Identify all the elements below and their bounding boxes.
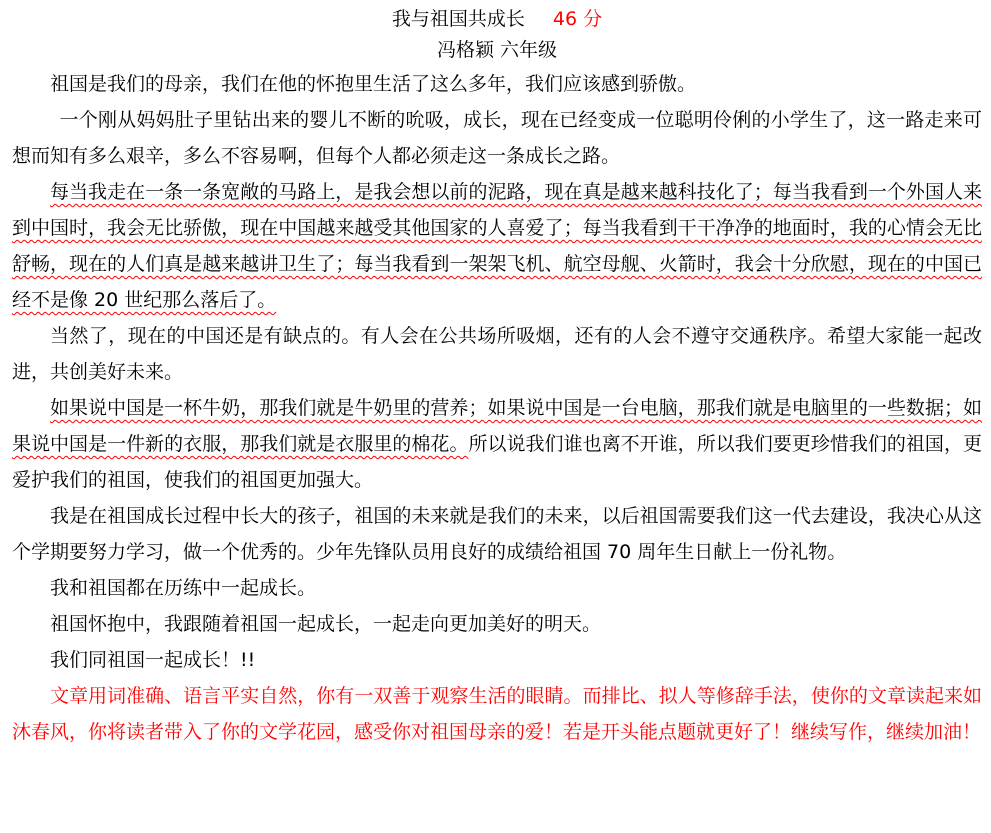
paragraph-intro: 祖国是我们的母亲，我们在他的怀抱里生活了这么多年，我们应该感到骄傲。 (50, 73, 697, 95)
title-line (12, 4, 982, 34)
teacher-comment: 文章用词准确、语言平实自然，你有一双善于观察生活的眼睛。而排比、拟人等修辞手法，使你的文章读起来如沐春风，你将读者带入了你的文学花园，感受你对祖国母亲的爱！若是开头能点题就更好了！继续写作，继续加油！ (12, 685, 982, 743)
paragraph-embrace: 祖国怀抱中，我跟随着祖国一起成长，一起走向更加美好的明天。 (50, 613, 602, 635)
underlined-metaphor: 如果说中国是一杯牛奶，那我们就是牛奶里的营养；如果说中国是一台电脑，那我们就是电脑里的一些数据；如果说中国是一件新的衣服，那我们就是衣服里的棉花。 (12, 397, 982, 455)
paragraph-closing: 我们同祖国一起成长！!! (50, 649, 256, 671)
underlined-parallelism: 每当我走在一条一条宽敞的马路上，是我会想以前的泥路，现在真是越来越科技化了；每当我看到一个外国人来到中国时，我会无比骄傲，现在中国越来越受其他国家的人喜爱了；每当我看到干干净净的地面时，我的心情会无比舒畅，现在的人们真是越来越讲卫生了；每当我看到一架架飞机、航空母舰、火箭时，我会十分欣慰，现在的中国已经不是像 20 世纪那么落后了。 (12, 181, 982, 311)
essay-score: 46 分 (552, 8, 603, 30)
paragraph-shortcomings: 当然了，现在的中国还是有缺点的。有人会在公共场所吸烟，还有的人会不遵守交通秩序。希望大家能一起改进，共创美好未来。 (12, 325, 982, 383)
paragraph-growth: 一个刚从妈妈肚子里钻出来的婴儿不断的吮吸，成长，现在已经变成一位聪明伶俐的小学生了，这一路走来可想而知有多么艰辛，多么不容易啊，但每个人都必须走这一条成长之路。 (12, 109, 982, 167)
paragraph-metaphor-tail: 所以说我们谁也离不开谁，所以我们要更珍惜我们的祖国，更爱护我们的祖国，使我们的祖国更加强大。 (12, 433, 982, 491)
paragraph-future: 我是在祖国成长过程中长大的孩子，祖国的未来就是我们的未来，以后祖国需要我们这一代去建设，我决心从这个学期要努力学习，做一个优秀的。少年先锋队员用良好的成绩给祖国 70 周年生日献上一份礼物。 (12, 505, 982, 563)
paragraph-parallelism (12, 174, 982, 318)
paragraph-together: 我和祖国都在历练中一起成长。 (50, 577, 317, 599)
paragraph-metaphor (12, 390, 982, 498)
author-line: 冯格颖 六年级 (436, 39, 558, 61)
essay-title: 我与祖国共成长 (391, 8, 525, 30)
